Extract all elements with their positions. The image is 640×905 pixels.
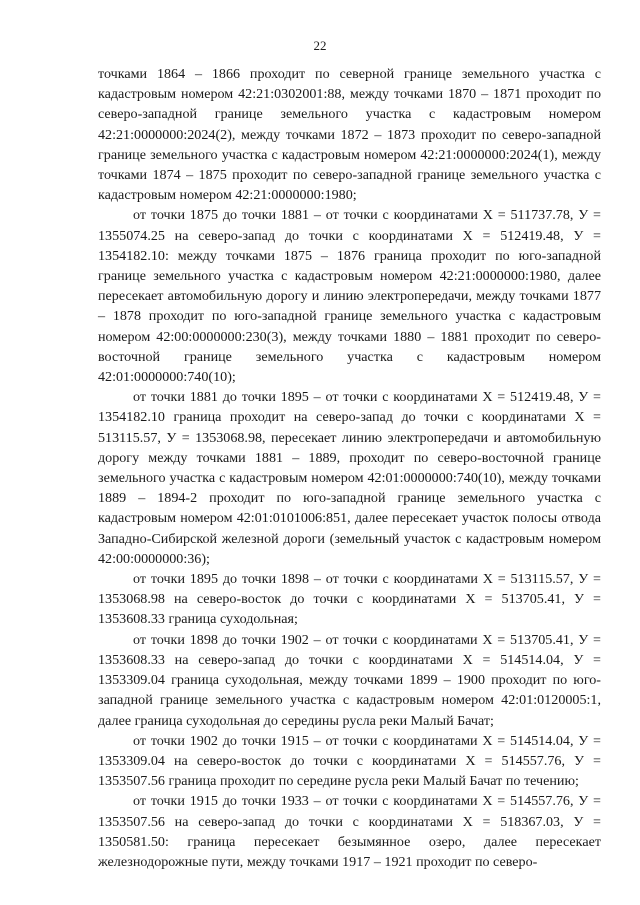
paragraph-2: от точки 1875 до точки 1881 – от точки с координатами X = 511737.78, У = 1355074.25 на северо-запад до точки с координатами X = 512419.48, У = 1354182.10: между точками 1875 – 1876 граница проходит по юго-западной границе земельного участка с кадастровым номером 42:21:0000000:1980, далее пересекает автомобильную дорогу и линию электропередачи, между точками 1877 – 1878 проходит по юго-западной границе земельного участка с кадастровым номером 42:00:0000000:230(3), между точками 1880 – 1881 проходит по северо-восточной границе земельного участка с кадастровым номером 42:01:0000000:740(10); <box>98 207 601 386</box>
paragraph-4: от точки 1895 до точки 1898 – от точки с координатами X = 513115.57, У = 1353068.98 на северо-восток до точки с координатами X = 513705.41, У = 1353608.33 граница суходольная; <box>98 571 601 628</box>
paragraph-3: от точки 1881 до точки 1895 – от точки с координатами X = 512419.48, У = 1354182.10 граница проходит на северо-запад до точки с координатами X = 513115.57, У = 1353068.98, пересекает линию электропередачи и автомобильную дорогу между точками 1881 – 1889, проходит по северо-восточной границе земельного участка с кадастровым номером 42:01:0000000:740(10), между точками 1889 – 1894-2 проходит по юго-западной границе земельного участка с кадастровым номером 42:01:0101006:851, далее пересекает участок полосы отвода Западно-Сибирской железной дороги (земельный участок с кадастровым номером 42:00:0000000:36); <box>98 389 601 567</box>
paragraph-7: от точки 1915 до точки 1933 – от точки с координатами X = 514557.76, У = 1353507.56 на северо-запад до точки с координатами X = 518367.03, У = 1350581.50: граница пересекает безымянное озеро, далее пересекает железнодорожные пути, между точками 1917 – 1921 проходит по северо- <box>98 793 601 870</box>
paragraph-1: точками 1864 – 1866 проходит по северной границе земельного участка с кадастровым номером 42:21:0302001:88, между точками 1870 – 1871 проходит по северо-западной границе земельного участка с кадастровым номером 42:21:0000000:2024(2), между точками 1872 – 1873 проходит по северо-западной границе земельного участка с кадастровым номером 42:21:0000000:2024(1), между точками 1874 – 1875 проходит по северо-западной границе земельного участка с кадастровым номером 42:21:0000000:1980; <box>98 66 601 204</box>
document-body <box>98 64 601 872</box>
paragraph-6: от точки 1902 до точки 1915 – от точки с координатами X = 514514.04, У = 1353309.04 на северо-восток до точки с координатами X = 514557.76, У = 1353507.56 граница проходит по середине русла реки Малый Бачат по течению; <box>98 732 601 790</box>
paragraph-5: от точки 1898 до точки 1902 – от точки с координатами X = 513705.41, У = 1353608.33 на северо-запад до точки с координатами X = 514514.04, У = 1353309.04 граница суходольная, между точками 1899 – 1900 проходит по юго-западной границе земельного участка с кадастровым номером 42:01:0120005:1, далее граница суходольная до середины русла реки Малый Бачат; <box>98 631 601 729</box>
page-number: 22 <box>313 38 327 53</box>
